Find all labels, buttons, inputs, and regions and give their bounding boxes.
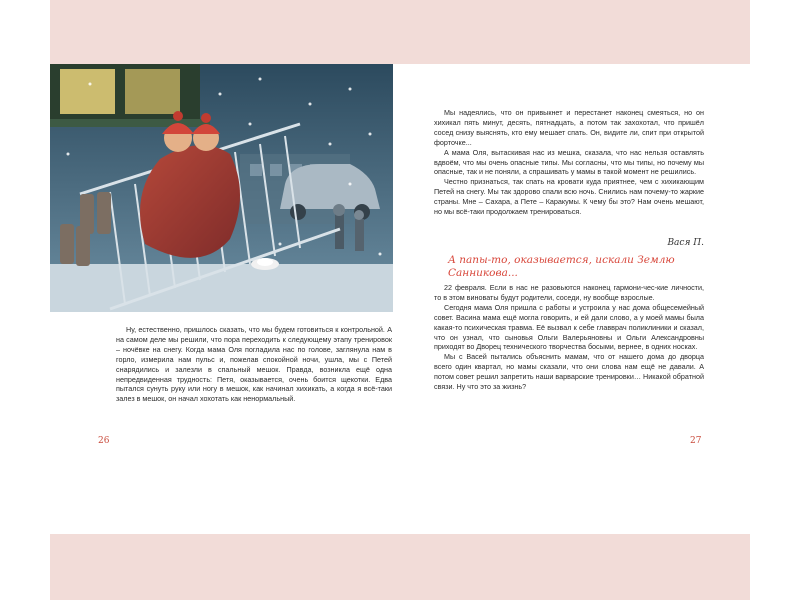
right-page-text-bottom [434,283,704,392]
page-number-left: 26 [98,436,110,446]
right-paragraph-3: Честно признаться, так спать на кровати куда приятнее, чем с хихикающим Петей на снегу. Мы так здорово спали всю ночь. Снились нам почему-то жаркие страны. Мне – Сахара, а Пете – Каракумы. К чему бы это? Нам очень мешают, но мы всё-таки продолжаем тренироваться. [434,177,704,217]
right-paragraph-2: А мама Оля, вытаскивая нас из мешка, сказала, что нас нельзя оставлять вдвоём, что мы очень опасные типы. Мы согласны, что мы типы, но почему мы опасные, так и не поняли, а спрашивать у мамы в такой момент не решились. [434,147,704,177]
right-paragraph-4: 22 февраля. Если в нас не разовьются наконец гармони-чес-кие личности, то в этом виноваты будут родители, соседи, ну вообще взрослые. [434,283,704,302]
signature: Вася П. [667,238,704,248]
right-paragraph-6: Мы с Васей пытались объяснить мамам, что от нашего дома до дворца всего один квартал, но мамы сказали, что они слова нам ещё не давали. А потом совет решил запретить наши варварские тренировки… Никакой обратной связи. Ну что это за жизнь? [434,352,704,392]
right-page-text-top [434,108,704,217]
page-number-right: 27 [690,436,702,446]
bottom-margin-band [50,534,750,600]
balcony-illustration [50,64,393,312]
handwritten-heading: А папы-то, оказывается, искали Землю Санникова... [448,254,675,279]
book-spread [50,64,750,534]
left-page-text [116,325,392,404]
right-paragraph-1: Мы надеялись, что он привыкнет и перестанет наконец смеяться, но он хихикал пять минут, десять, пятнадцать, а потом так захохотал, что пришёл сосед снизу выяснять, кто ему мешает спать. Он, видите ли, спит при открытой форточке... [434,108,704,147]
right-paragraph-5: Сегодня мама Оля пришла с работы и устроила у нас дома общесемейный совет. Васина мама ещё могла говорить, и ей дали слово, а у моей мамы была какая-то психическая травма. Её вызвал к себе главврач поликлиники и сказал, что он узнал, что сыновья Ольги Валерьяновны и Ольги Александровны приходят во Дворец технического творчества босыми, вернее, в одних носках. [434,302,704,352]
left-paragraph-1: Ну, естественно, пришлось сказать, что мы будем готовиться к контрольной. А на самом деле мы решили, что пора переходить к следующему этапу тренировок – ночёвке на снегу. Когда мама Оля погладила нас по голове, заглянула нам в горло, измерила нам пульс и, пожелав спокойной ночи, ушла, мы с Петей снарядились и залезли в спальный мешок. Правда, возникла ещё одна непредвиденная трудность: Петя, оказывается, очень боится щекотки. Едва пытался сунуть руку или ногу в мешок, как начинал хихикать, а когда я всё-таки залез в мешок, он начал хохотать как ненормальный. [116,325,392,404]
top-margin-band [50,0,750,64]
